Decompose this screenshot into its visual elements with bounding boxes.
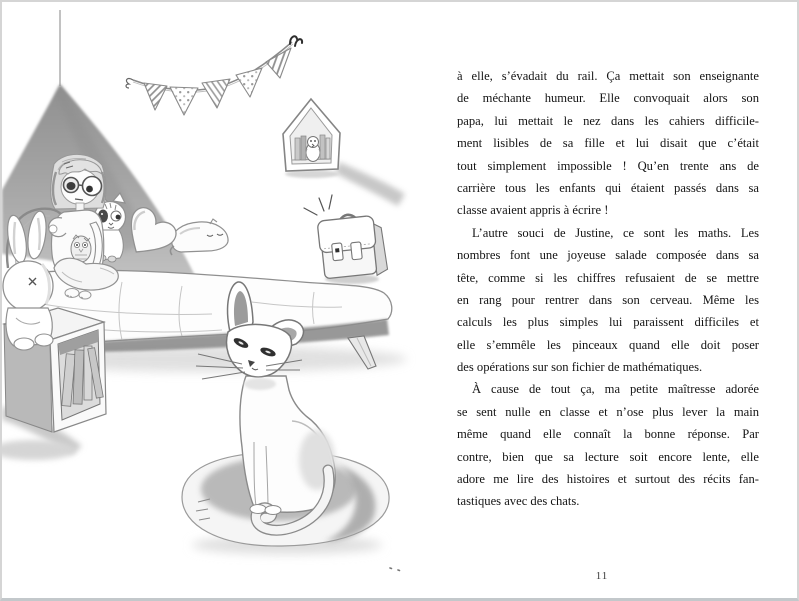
- text-line: papa, lui mettait le nez dans les cahiers difficile-: [457, 113, 759, 128]
- bunting-garland: [126, 36, 302, 115]
- garland-knot: [126, 79, 133, 88]
- pencil-dots: [390, 568, 400, 571]
- text-line: classe avaient appris à écrire !: [457, 203, 609, 218]
- text-line: calculs les plus simples lui paraissent difficiles et: [457, 315, 759, 330]
- satchel-flap: [317, 215, 376, 253]
- text-line: tastiques avec des chats.: [457, 494, 580, 509]
- penguin-figurine: [306, 137, 320, 162]
- text-line: à elle, s’évadait du rail. Ça mettait son enseignante: [457, 69, 759, 83]
- text-line: tout simplement impossible ! Qu’en trente ans de: [457, 158, 759, 173]
- bedroom-illustration: [2, 2, 442, 598]
- text-line: carrière tous les enfants qui étaient passés dans sa: [457, 180, 759, 195]
- house-shelf: [283, 99, 405, 206]
- text-line: ment lisibles de sa fille et lui disait que c’était: [457, 136, 759, 151]
- text-line: L’autre souci de Justine, ce sont les maths. Les: [472, 225, 759, 240]
- text-line: elle s’emmêle les pinceaux quand elle doit poser: [457, 337, 759, 352]
- flag-striped: [144, 83, 167, 110]
- text-line: adore me lire des histoires et surtout des récits fan-: [457, 472, 759, 487]
- text-line: nombres font une joyeuse salade composée dans sa: [457, 248, 759, 263]
- text-line: en rang pour rentrer dans son cerveau. Même les: [457, 292, 759, 307]
- page-number: 11: [595, 570, 609, 582]
- satchel-buckle: [335, 248, 339, 252]
- text-line: de méchante humeur. Elle convoquait alors son: [457, 91, 759, 106]
- flag-dotted: [236, 68, 262, 97]
- text-line: se sent nulle en classe et n’ose plus lever la main: [457, 404, 759, 419]
- text-line: des opérations sur son fichier de mathématiques.: [457, 360, 703, 375]
- text-column: [457, 65, 759, 513]
- text-line: contre, bien que sa lecture soit encore lente, elle: [457, 449, 759, 464]
- text-line: tête, comme si les chiffres refusaient de se mettre: [457, 270, 759, 285]
- girl-foot: [79, 291, 91, 299]
- text-line: même quand elle connaît la bonne réponse. Par: [457, 427, 759, 442]
- girl-foot: [65, 289, 79, 298]
- flag-striped: [202, 79, 230, 108]
- school-satchel: [304, 195, 388, 284]
- emphasis-lines: [304, 195, 332, 215]
- text-line: À cause de tout ça, ma petite maîtresse adorée: [472, 382, 759, 397]
- flag-dotted: [170, 87, 198, 115]
- sleeping-plush: [170, 219, 228, 255]
